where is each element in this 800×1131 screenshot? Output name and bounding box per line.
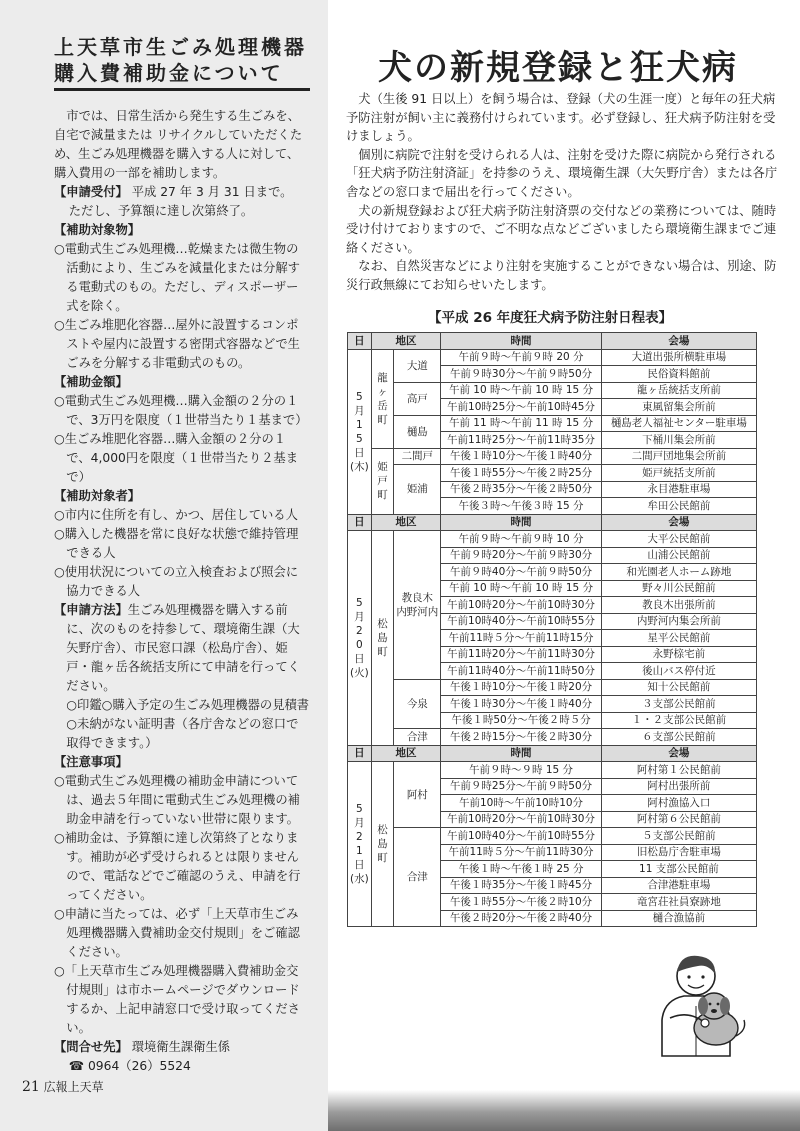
area-name: 合津: [406, 871, 428, 883]
schedule-row: [348, 349, 757, 366]
publication-name: 広報上天草: [43, 1080, 104, 1094]
area-name-cell: [394, 531, 441, 680]
town-cell-char: 松: [377, 824, 388, 836]
schedule-row: [348, 382, 757, 399]
venue-cell: １・２支部公民館前: [601, 712, 756, 729]
time-cell: 午前10時20分～午前10時30分: [441, 811, 601, 828]
header-day: 日: [348, 514, 372, 531]
venue-cell: 大道出張所横駐車場: [601, 349, 756, 366]
section-heading: 【申請受付】: [54, 185, 128, 199]
town-cell-char: 姫: [377, 461, 388, 473]
header-time: 時間: [441, 514, 601, 531]
venue-cell: 龍ヶ岳統括支所前: [601, 382, 756, 399]
time-cell: 午後１時55分～午後２時10分: [441, 894, 601, 911]
time-cell: 午前９時～９時 15 分: [441, 762, 601, 779]
day-cell: [348, 349, 372, 514]
section-heading: 【注意事項】: [54, 755, 128, 769]
paragraph: 個別に病院で注射を受けられる人は、注射を受けた際に病院から発行される「狂犬病予防注射済証」を持参のうえ、環境衛生課（大矢野庁舎）または各庁舎などの窓口まで届出を行ってください。: [346, 147, 778, 199]
day-cell-char: 日: [354, 652, 365, 665]
venue-cell: 阿村第６公民館前: [601, 811, 756, 828]
amount-electric: ○電動式生ごみ処理機…購入金額の２分の１で、3万円を限度（１世帯当たり１基まで）: [54, 394, 308, 427]
eligibility-item: ○購入した機器を常に良好な状態で維持管理できる人: [54, 527, 299, 560]
eligibility-item: ○市内に住所を有し、かつ、居住している人: [54, 508, 298, 522]
day-cell-char: 5: [356, 390, 363, 403]
day-cell-char: 5: [356, 803, 363, 815]
area-name: 高戸: [406, 392, 428, 405]
venue-cell: 山浦公民館前: [601, 547, 756, 564]
time-cell: 午前10時40分～午前10時55分: [441, 828, 601, 845]
section-heading: 【補助金額】: [54, 375, 128, 389]
subsidy-article: [54, 34, 310, 1076]
time-cell: 午前10時25分～午前10時45分: [441, 399, 601, 416]
header-venue: 会場: [601, 333, 756, 350]
day-cell-char: (水): [350, 873, 369, 885]
header-row: [348, 333, 757, 350]
town-cell-char: 町: [377, 852, 388, 864]
day-cell-char: 5: [356, 432, 363, 445]
town-cell-char: 町: [377, 489, 388, 501]
area-name: 樋島: [406, 425, 428, 438]
venue-cell: 竜宮荘社員寮跡地: [601, 894, 756, 911]
note-item: ○電動式生ごみ処理機の補助金申請については、過去５年間に電動式生ごみ処理機の補助金申請を行っていない世帯に限ります。: [54, 774, 300, 826]
header-area: 地区: [371, 514, 441, 531]
venue-cell: 11 支部公民館前: [601, 861, 756, 878]
time-cell: 午後２時35分～午後２時50分: [441, 481, 601, 498]
header-time: 時間: [441, 333, 601, 350]
venue-cell: ３支部公民館前: [601, 696, 756, 713]
left-column: [0, 0, 328, 1131]
page-number: 21: [22, 1079, 40, 1095]
time-cell: 午後１時50分～午後２時５分: [441, 712, 601, 729]
town-cell-char: 島: [377, 631, 388, 644]
man-with-dog-illustration: [604, 948, 754, 1058]
venue-cell: 東風留集会所前: [601, 399, 756, 416]
area-name-cell: [394, 448, 441, 465]
vaccination-schedule-table: [347, 332, 757, 927]
day-cell: [348, 762, 372, 927]
contact-department: 環境衛生課衛生係: [131, 1040, 231, 1054]
area-name-cell: [394, 415, 441, 448]
town-cell: [371, 448, 394, 514]
town-cell: [371, 531, 394, 746]
time-cell: 午後２時15分～午後２時30分: [441, 729, 601, 746]
time-cell: 午前９時40分～午前９時50分: [441, 564, 601, 581]
day-cell-char: 月: [354, 817, 365, 829]
venue-cell: 和光園老人ホーム跡地: [601, 564, 756, 581]
time-cell: 午前９時～午前９時 10 分: [441, 531, 601, 548]
town-cell: [371, 349, 394, 448]
schedule-row: [348, 465, 757, 482]
area-name: 二間戸: [401, 450, 434, 463]
time-cell: 午後１時35分～午後１時45分: [441, 877, 601, 894]
venue-cell: 民俗資料館前: [601, 366, 756, 383]
time-cell: 午前９時25分～午前９時50分: [441, 778, 601, 795]
right-column: [338, 0, 800, 1131]
time-cell: 午前11時25分～午前11時35分: [441, 432, 601, 449]
header-day: 日: [348, 745, 372, 762]
eligibility-item: ○使用状況についての立入検査および照会に協力できる人: [54, 565, 299, 598]
area-name: 大道: [406, 359, 428, 372]
time-cell: 午後１時10分～午後１時20分: [441, 679, 601, 696]
time-cell: 午前 10 時～午前 10 時 15 分: [441, 580, 601, 597]
subsidy-title-line-2: 購入費補助金について: [54, 61, 284, 85]
day-cell-char: 2: [356, 624, 363, 637]
header-time: 時間: [441, 745, 601, 762]
day-cell-char: 2: [356, 831, 363, 843]
time-cell: 午前９時～午前９時 20 分: [441, 349, 601, 366]
schedule-row: [348, 729, 757, 746]
time-cell: 午前10時20分～午前10時30分: [441, 597, 601, 614]
venue-cell: 知十公民館前: [601, 679, 756, 696]
area-name-cell: [394, 349, 441, 382]
section-heading: 【申請方法】: [54, 603, 128, 617]
town-cell-char: 戸: [377, 475, 388, 487]
schedule-day-1: [348, 333, 757, 515]
time-cell: 午前10時40分～午前10時55分: [441, 613, 601, 630]
town-cell-char: 島: [377, 838, 388, 850]
area-name: 合津: [406, 730, 428, 743]
town-cell-char: 町: [377, 645, 388, 658]
time-cell: 午前10時～午前10時10分: [441, 795, 601, 812]
area-name-cell: [394, 465, 441, 515]
time-cell: 午後１時30分～午後１時40分: [441, 696, 601, 713]
note-item: ○「上天草市生ごみ処理機器購入費補助金交付規則」は市ホームページでダウンロードするか、上記申請窓口で受け取ってください。: [54, 964, 300, 1035]
time-cell: 午後１時55分～午後２時25分: [441, 465, 601, 482]
venue-cell: 旧松島庁舎駐車場: [601, 844, 756, 861]
note-item: ○補助金は、予算額に達し次第終了となります。補助が必ず受けられるとは限りませんので、電話などでご確認のうえ、申請を行ってください。: [54, 831, 301, 902]
item-electric-processor: ○電動式生ごみ処理機…乾燥または微生物の活動により、生ごみを減量化または分解する電動式のもの。ただし、ディスポーザー式を除く。: [54, 242, 300, 313]
town-cell-char: 町: [377, 413, 388, 426]
paragraph: 犬の新規登録および狂犬病予防注射済票の交付などの業務については、随時受け付けておりますので、ご不明な点などございましたら環境衛生課までご連絡ください。: [346, 203, 777, 255]
section-eligible-items: [54, 221, 310, 373]
header-area: 地区: [371, 745, 441, 762]
venue-cell: 後山バス停付近: [601, 663, 756, 680]
time-cell: 午前９時20分～午前９時30分: [441, 547, 601, 564]
day-cell-char: 5: [356, 596, 363, 609]
venue-cell: 樋島老人福祉センター駐車場: [601, 415, 756, 432]
header-venue: 会場: [601, 514, 756, 531]
header-day: 日: [348, 333, 372, 350]
header-area: 地区: [371, 333, 441, 350]
town-cell: [371, 762, 394, 927]
dog-registration-title: 犬の新規登録と狂犬病: [378, 48, 738, 88]
venue-cell: 合津港駐車場: [601, 877, 756, 894]
paragraph: 犬（生後 91 日以上）を飼う場合は、登録（犬の生涯一度）と毎年の狂犬病予防注射が飼い主に義務付けられています。必ず登録し、狂犬病予防注射を受けましょう。: [346, 92, 776, 144]
day-cell-char: 1: [356, 418, 363, 431]
section-heading: 【問合せ先】: [54, 1040, 128, 1054]
area-name: 今泉: [406, 697, 428, 710]
schedule-row: [348, 762, 757, 779]
section-eligible-persons: [54, 487, 310, 601]
venue-cell: 内野河内集会所前: [601, 613, 756, 630]
town-cell-char: 龍: [377, 371, 388, 384]
time-cell: 午前11時５分～午前11時15分: [441, 630, 601, 647]
time-cell: 午前 10 時～午前 10 時 15 分: [441, 382, 601, 399]
schedule-row: [348, 828, 757, 845]
venue-cell: 星平公民館前: [601, 630, 756, 647]
schedule-caption: 【平成 26 年度狂犬病予防注射日程表】: [428, 310, 673, 326]
day-cell-char: 0: [356, 638, 363, 651]
section-heading: 【補助対象物】: [54, 223, 141, 237]
venue-cell: 野々川公民館前: [601, 580, 756, 597]
time-cell: 午後２時20分～午後２時40分: [441, 910, 601, 927]
schedule-day-2: [348, 514, 757, 745]
subsidy-title-line-1: 上天草市生ごみ処理機器: [54, 35, 307, 59]
section-contact: [54, 1038, 310, 1076]
schedule-row: [348, 679, 757, 696]
header-venue: 会場: [601, 745, 756, 762]
venue-cell: 姫戸統括支所前: [601, 465, 756, 482]
section-application-period: [54, 183, 310, 221]
venue-cell: 二間戸団地集会所前: [601, 448, 756, 465]
subsidy-title: [54, 34, 310, 91]
section-application-method: [54, 601, 310, 753]
area-name-cell: [394, 729, 441, 746]
area-name: 姫浦: [406, 483, 428, 496]
day-cell-char: 月: [354, 610, 365, 623]
venue-cell: 樋合漁協前: [601, 910, 756, 927]
venue-cell: 牟田公民館前: [601, 498, 756, 515]
time-cell: 午前 11 時～午前 11 時 15 分: [441, 415, 601, 432]
time-cell: 午前11時５分～午前11時30分: [441, 844, 601, 861]
deadline-text: 平成 27 年 3 月 31 日まで。: [131, 185, 293, 199]
day-cell-char: 月: [354, 404, 365, 417]
note-item: ○申請に当たっては、必ず「上天草市生ごみ処理機器購入費補助金交付規則」をご確認ください。: [54, 907, 300, 959]
town-cell-char: ヶ: [377, 385, 388, 398]
time-cell: 午前９時30分～午前９時50分: [441, 366, 601, 383]
section-heading: 【補助対象者】: [54, 489, 141, 503]
town-cell-char: 岳: [377, 399, 388, 412]
venue-cell: 永目港駐車場: [601, 481, 756, 498]
day-cell-char: 1: [356, 845, 363, 857]
venue-cell: 下桶川集会所前: [601, 432, 756, 449]
venue-cell: ６支部公民館前: [601, 729, 756, 746]
schedule-row: [348, 415, 757, 432]
venue-cell: ５支部公民館前: [601, 828, 756, 845]
area-name-cell: [394, 679, 441, 729]
area-name-cell: [394, 762, 441, 828]
header-row: [348, 514, 757, 531]
day-cell-char: (火): [350, 666, 369, 679]
contact-phone: ☎ 0964（26）5524: [68, 1059, 191, 1073]
section-notes: [54, 753, 310, 1038]
required-documents: ○印鑑○購入予定の生ごみ処理機器の見積書○未納がない証明書（各庁舎などの窓口で取得できます。）: [66, 698, 310, 750]
item-compost-container: ○生ごみ堆肥化容器…屋外に設置するコンポストや屋内に設置する密閉式容器などで生ごみを分解する非電動式のもの。: [54, 318, 300, 370]
area-name-cell: [394, 382, 441, 415]
area-name-cell: [394, 828, 441, 927]
page-footer: [22, 1078, 104, 1095]
header-row: [348, 745, 757, 762]
time-cell: 午後３時～午後３時 15 分: [441, 498, 601, 515]
area-name: 教良木: [401, 591, 434, 604]
time-cell: 午後１時～午後１時 25 分: [441, 861, 601, 878]
budget-note: ただし、予算額に達し次第終了。: [68, 204, 254, 218]
day-cell-char: (木): [350, 460, 369, 473]
venue-cell: 教良木出張所前: [601, 597, 756, 614]
amount-compost: ○生ごみ堆肥化容器…購入金額の２分の１で、4,000円を限度（１世帯当たり２基まで）: [54, 432, 299, 484]
method-text: 生ごみ処理機器を購入する前に、次のものを持参して、環境衛生課（大矢野庁舎）、市民窓口課（松島庁舎）、姫戸・龍ヶ岳各統括支所にて申請を行ってください。: [66, 603, 300, 693]
venue-cell: 永野榇宅前: [601, 646, 756, 663]
day-cell-char: 日: [354, 446, 365, 459]
town-cell-char: 松: [377, 617, 388, 630]
schedule-row: [348, 531, 757, 548]
page-bottom-gradient: [328, 1090, 800, 1131]
venue-cell: 阿村第１公民館前: [601, 762, 756, 779]
time-cell: 午前11時20分～午前11時30分: [441, 646, 601, 663]
schedule-row: [348, 448, 757, 465]
dog-article-body: [346, 90, 786, 295]
section-subsidy-amount: [54, 373, 310, 487]
day-cell-char: 日: [354, 859, 365, 871]
time-cell: 午後１時10分～午後１時40分: [441, 448, 601, 465]
venue-cell: 阿村出張所前: [601, 778, 756, 795]
paragraph: なお、自然災害などにより注射を実施することができない場合は、別途、防災行政無線にてお知らせいたします。: [346, 259, 777, 292]
day-cell: [348, 531, 372, 746]
area-name: 阿村: [406, 788, 428, 801]
venue-cell: 大平公民館前: [601, 531, 756, 548]
time-cell: 午前11時40分～午前11時50分: [441, 663, 601, 680]
subsidy-intro: 市では、日常生活から発生する生ごみを、自宅で減量または リサイクルしていただくため、生ごみ処理機器を購入する人に対して、購入費用の一部を補助します。: [54, 109, 303, 180]
venue-cell: 阿村漁協入口: [601, 795, 756, 812]
area-name: 内野河内: [396, 605, 439, 618]
schedule-day-3: [348, 745, 757, 927]
